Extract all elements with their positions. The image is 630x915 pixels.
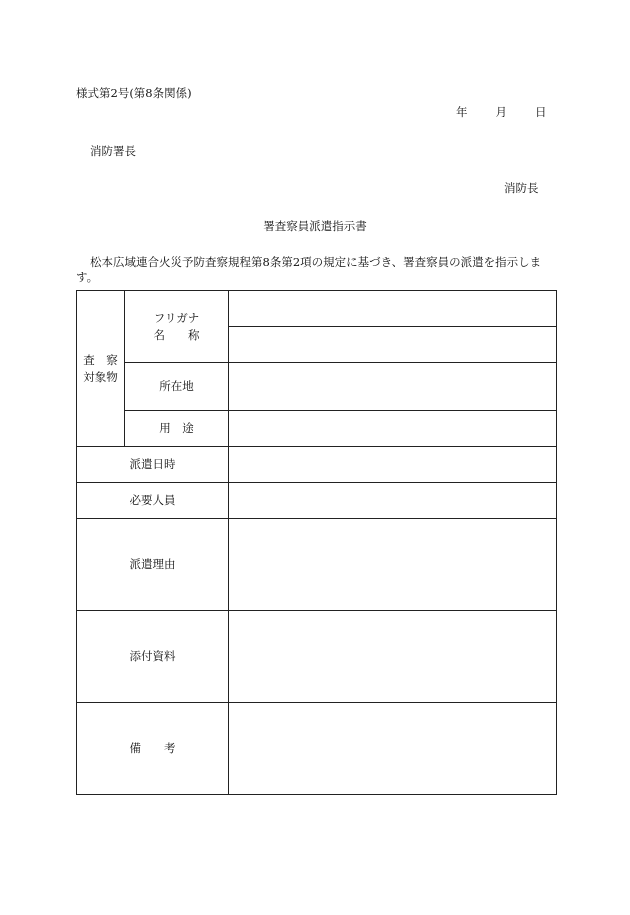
required-personnel-label: 必要人員: [77, 483, 229, 519]
date-day: 日: [535, 105, 547, 119]
usage-field[interactable]: [229, 411, 557, 447]
form-number: 様式第2号(第8条関係): [76, 86, 192, 100]
location-field[interactable]: [229, 363, 557, 411]
date-month: 月: [495, 105, 507, 119]
dispatch-reason-field[interactable]: [229, 519, 557, 611]
addressee: 消防署長: [90, 144, 136, 158]
body-text: 松本広域連合火災予防査察規程第8条第2項の規定に基づき、署査察員の派遣を指示します。: [76, 255, 542, 284]
furigana-name-label: [125, 291, 229, 363]
date-year: 年: [456, 105, 468, 119]
remarks-field[interactable]: [229, 703, 557, 795]
furigana-field[interactable]: [229, 291, 557, 327]
attachments-label: 添付資料: [77, 611, 229, 703]
inspection-target-label-line2: 対象物: [83, 369, 118, 384]
document-title: 署査察員派遣指示書: [263, 219, 367, 233]
required-personnel-field[interactable]: [229, 483, 557, 519]
usage-label: 用 途: [125, 411, 229, 447]
dispatch-form-table: [76, 290, 557, 795]
inspection-target-label-line1: 査 察: [83, 352, 118, 367]
furigana-label: フリガナ: [153, 310, 200, 325]
name-field[interactable]: [229, 327, 557, 363]
name-label: 名 称: [153, 327, 200, 342]
issuer: 消防長: [504, 181, 539, 195]
dispatch-datetime-field[interactable]: [229, 447, 557, 483]
attachments-field[interactable]: [229, 611, 557, 703]
inspection-target-label: [77, 291, 125, 447]
remarks-label: 備 考: [77, 703, 229, 795]
dispatch-reason-label: 派遣理由: [77, 519, 229, 611]
dispatch-datetime-label: 派遣日時: [77, 447, 229, 483]
location-label: 所在地: [125, 363, 229, 411]
date-line: [456, 104, 547, 120]
